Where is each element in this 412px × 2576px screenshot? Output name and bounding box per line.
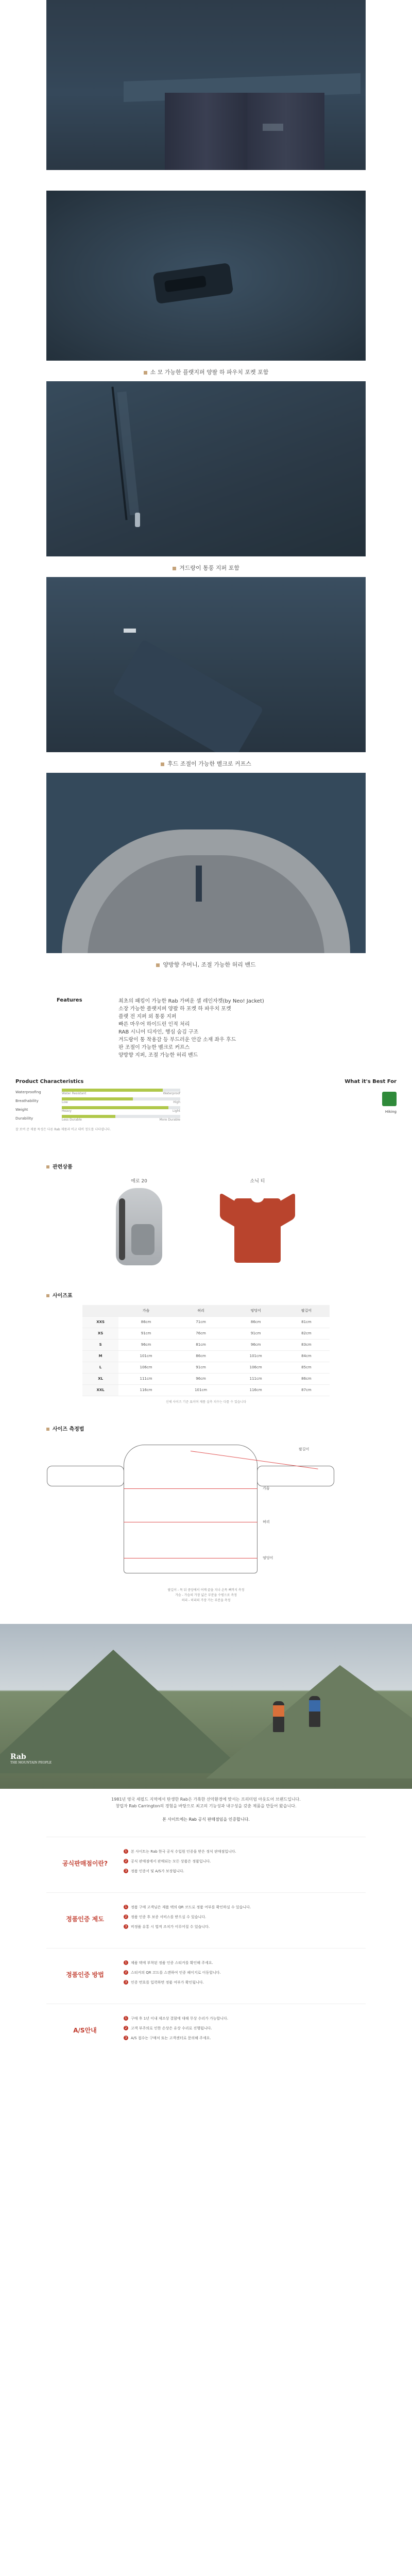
hiking-icon	[382, 1092, 397, 1106]
info-item: 1 제품 택에 부착된 정품 인증 스티커를 확인해 주세요.	[124, 1960, 221, 1967]
caption-sleeve: 후드 조절이 가능한 벨크로 커프스	[0, 752, 412, 773]
chest-pocket	[153, 263, 234, 304]
sleeve-detail-photo	[46, 577, 366, 752]
caption-hood: 양방향 주머니, 조절 가능한 허리 밴드	[0, 953, 412, 974]
size-cell: 87cm	[283, 1384, 330, 1396]
characteristic-bar	[62, 1106, 180, 1109]
hero-jacket-photo	[46, 0, 366, 170]
feature-item: 양방향 지퍼, 조절 가능한 허리 밴드	[118, 1053, 198, 1058]
model-leg-right	[247, 93, 324, 170]
measure-notes: 팔길이 - 목 뒤 중앙에서 어깨 끝을 지나 손목 뼈까지 측정 가슴 - 가슴의 가장 넓은 부분을 수평으로 측정 허리 - 허리의 가장 가는 부분을 측정	[167, 1588, 245, 1602]
table-row	[82, 1362, 330, 1373]
product-characteristics	[15, 1079, 397, 1124]
size-cell: XXL	[82, 1384, 118, 1396]
size-cell: XXS	[82, 1316, 118, 1328]
size-cell: 91cm	[174, 1362, 229, 1373]
waist-label: 허리	[263, 1519, 270, 1524]
characteristic-max: Waterproof	[163, 1092, 180, 1095]
size-header: 가슴	[118, 1305, 174, 1316]
size-cell: 84cm	[283, 1350, 330, 1362]
info-item: 3 정품 인증서 및 A/S가 보장됩니다.	[124, 1868, 236, 1875]
measure-diagram	[46, 1439, 366, 1584]
size-cell: 91cm	[228, 1328, 283, 1339]
measure-title: 사이즈 측정법	[46, 1425, 366, 1432]
info-item: 1 구매 후 1년 이내 제조상 결함에 대해 무상 수리가 가능합니다.	[124, 2015, 228, 2022]
table-row	[82, 1373, 330, 1384]
size-cell: 106cm	[118, 1362, 174, 1373]
feature-item: 겨드랑이 통 착용감 등 부드러운 안감 소재 좌우 후드	[118, 1037, 236, 1043]
feature-item: 소장 가능한 플랫지퍼 양팔 하 포켓 하 파우치 포켓	[118, 1006, 231, 1012]
size-cell: M	[82, 1350, 118, 1362]
size-cell: 101cm	[118, 1350, 174, 1362]
characteristic-max: Light	[173, 1109, 180, 1113]
size-cell: XL	[82, 1373, 118, 1384]
characteristic-row	[15, 1106, 180, 1113]
characteristic-bar	[62, 1097, 180, 1100]
zip-detail-photo	[46, 381, 366, 556]
brand-intro: 1981년 영국 셰필드 지역에서 탄생한 Rab은 가혹한 산악환경에 맞서는 프리미엄 아웃도어 브랜드입니다. 창립자 Rab Carrington의 경험을 바탕으로 최고의 기능성과 내구성을 갖춘 제품을 만들어 왔습니다.	[111, 1797, 301, 1808]
size-cell: 81cm	[283, 1316, 330, 1328]
size-header	[82, 1305, 118, 1316]
info-block	[46, 1892, 366, 1934]
info-item: 2 정품 인증 후 보증 서비스를 받으실 수 있습니다.	[124, 1914, 251, 1921]
feature-item: 최초의 패킹이 가능한 Rab 가벼운 셀 레인자켓(by Neo! Jacket)	[118, 998, 264, 1004]
related-products	[46, 1177, 366, 1265]
info-block	[46, 1837, 366, 1878]
size-cell: 96cm	[174, 1373, 229, 1384]
size-cell: 96cm	[228, 1339, 283, 1350]
size-cell: 81cm	[174, 1339, 229, 1350]
info-block	[46, 2004, 366, 2045]
info-title: 정품인증 방법	[66, 1971, 104, 1978]
chest-label: 가슴	[263, 1486, 270, 1490]
size-title: 사이즈표	[46, 1291, 366, 1299]
size-header: 허리	[174, 1305, 229, 1316]
characteristic-min: Low	[62, 1100, 68, 1104]
table-row	[82, 1384, 330, 1396]
caption-zip: 겨드랑이 통풍 지퍼 포함	[0, 556, 412, 577]
drawcord-toggle	[196, 866, 202, 902]
info-title: 공식판매점이란?	[62, 1859, 108, 1867]
table-row	[82, 1316, 330, 1328]
sleeve-logo	[124, 629, 136, 633]
size-table	[82, 1305, 330, 1396]
characteristic-min: Heavy	[62, 1109, 72, 1113]
size-cell: 86cm	[228, 1316, 283, 1328]
zip-pull	[135, 513, 140, 527]
info-item: 1 본 사이트는 Rab 한국 공식 수입원 인증을 받은 정식 판매점입니다.	[124, 1849, 236, 1855]
features-list	[118, 997, 264, 1059]
feature-item: RAB 시니어 디자인, 행심 숨김 구조	[118, 1029, 199, 1035]
info-item: 3 비정품 유통 시 법적 조치가 이루어질 수 있습니다.	[124, 1924, 251, 1930]
features-label: Features	[57, 997, 82, 1003]
characteristic-min: Water Resistant	[62, 1092, 87, 1095]
tshirt-image[interactable]	[219, 1188, 296, 1265]
size-cell: 106cm	[228, 1362, 283, 1373]
table-row	[82, 1328, 330, 1339]
info-item: 2 공식 판매점에서 판매되는 모든 상품은 정품입니다.	[124, 1858, 236, 1865]
info-block	[46, 1948, 366, 1989]
size-cell: L	[82, 1362, 118, 1373]
characteristic-bar	[62, 1115, 180, 1118]
size-cell: 111cm	[228, 1373, 283, 1384]
jacket-outline	[124, 1445, 258, 1573]
info-item: 2 스티커의 QR 코드를 스캔하여 인증 페이지로 이동합니다.	[124, 1970, 221, 1976]
info-item: 1 정품 구매 고객님은 제품 택의 QR 코드로 정품 여부를 확인하실 수 있습니다.	[124, 1904, 251, 1911]
size-cell: S	[82, 1339, 118, 1350]
best-for-label: Hiking	[385, 1110, 397, 1114]
characteristics-title: Product Characteristics	[15, 1079, 84, 1084]
size-cell: 82cm	[283, 1328, 330, 1339]
best-for	[345, 1079, 397, 1124]
characteristic-max: More Durable	[159, 1118, 180, 1122]
characteristic-max: High	[173, 1100, 180, 1104]
mountain-runners-photo	[0, 1624, 412, 1789]
characteristic-name: Waterproofing	[15, 1090, 41, 1094]
size-cell: 71cm	[174, 1316, 229, 1328]
pant-logo	[263, 124, 283, 131]
info-title: A/S안내	[73, 2026, 97, 2034]
characteristic-name: Durability	[15, 1116, 33, 1121]
size-cell: XS	[82, 1328, 118, 1339]
info-item: 3 A/S 접수는 구매처 또는 고객센터로 문의해 주세요.	[124, 2035, 228, 2042]
table-row	[82, 1339, 330, 1350]
size-cell: 86cm	[174, 1350, 229, 1362]
size-header: 엉덩이	[228, 1305, 283, 1316]
size-cell: 86cm	[283, 1373, 330, 1384]
characteristic-name: Weight	[15, 1107, 28, 1112]
size-cell: 101cm	[228, 1350, 283, 1362]
characteristic-row	[15, 1115, 180, 1122]
table-row	[82, 1350, 330, 1362]
hood-detail-photo	[46, 773, 366, 953]
model-leg-left	[165, 93, 247, 170]
caption-pocket: 소 모 가능한 플랫지퍼 양팔 하 파우치 포켓 포함	[0, 361, 412, 381]
size-cell: 101cm	[174, 1384, 229, 1396]
characteristic-min: Less Durable	[62, 1118, 82, 1122]
related-item-label: 에로 20	[131, 1179, 147, 1184]
related-item-backpack[interactable]	[116, 1177, 162, 1265]
characteristic-row	[15, 1089, 180, 1095]
brand-note: 본 사이트에는 Rab 공식 판매점임을 인증합니다.	[162, 1817, 250, 1822]
feature-item: 플랫 전 지퍼 외 통풍 지퍼	[118, 1014, 177, 1020]
characteristic-name: Breathability	[15, 1098, 39, 1103]
size-cell: 76cm	[174, 1328, 229, 1339]
size-cell: 96cm	[118, 1339, 174, 1350]
velcro-cuff	[112, 639, 264, 752]
features-section	[46, 987, 366, 1070]
hip-label: 엉덩이	[263, 1555, 273, 1560]
characteristic-bar	[62, 1089, 180, 1092]
related-title: 관련상품	[46, 1162, 366, 1170]
size-cell: 86cm	[118, 1316, 174, 1328]
arm-label: 팔길이	[299, 1447, 310, 1451]
size-cell: 83cm	[283, 1339, 330, 1350]
size-cell: 91cm	[118, 1328, 174, 1339]
characteristics-note: 잘 보여 준 제품 특성은 다른 Rab 제품과 비교 대비 정도를 나타냅니다.	[15, 1128, 111, 1131]
feature-item: 판 조절이 가능한 벨크로 커프스	[118, 1045, 190, 1050]
rab-logo-overlay: Rab THE MOUNTAIN PEOPLE	[10, 1752, 52, 1765]
size-cell: 116cm	[118, 1384, 174, 1396]
pocket-detail-photo	[46, 191, 366, 361]
backpack-image[interactable]	[116, 1188, 162, 1265]
feature-item: 빠른 마우어 하이드린 인적 처리	[118, 1022, 190, 1027]
size-cell: 116cm	[228, 1384, 283, 1396]
info-item: 2 고객 부주의로 인한 손상은 유상 수리로 진행됩니다.	[124, 2025, 228, 2032]
related-item-tee[interactable]	[219, 1177, 296, 1265]
size-cell: 85cm	[283, 1362, 330, 1373]
related-item-label: 소닉 티	[250, 1179, 265, 1184]
size-header: 팔길이	[283, 1305, 330, 1316]
info-item: 3 인증 번호를 입력하면 정품 여부가 확인됩니다.	[124, 1979, 221, 1986]
best-for-title: What it's Best For	[345, 1079, 397, 1084]
chest-line	[124, 1488, 258, 1489]
size-cell: 111cm	[118, 1373, 174, 1384]
info-title: 정품인증 제도	[66, 1915, 104, 1923]
size-note: 신체 사이즈 기준 표이며 제품 실측 치수는 다를 수 있습니다	[165, 1400, 247, 1404]
characteristic-row	[15, 1097, 180, 1104]
